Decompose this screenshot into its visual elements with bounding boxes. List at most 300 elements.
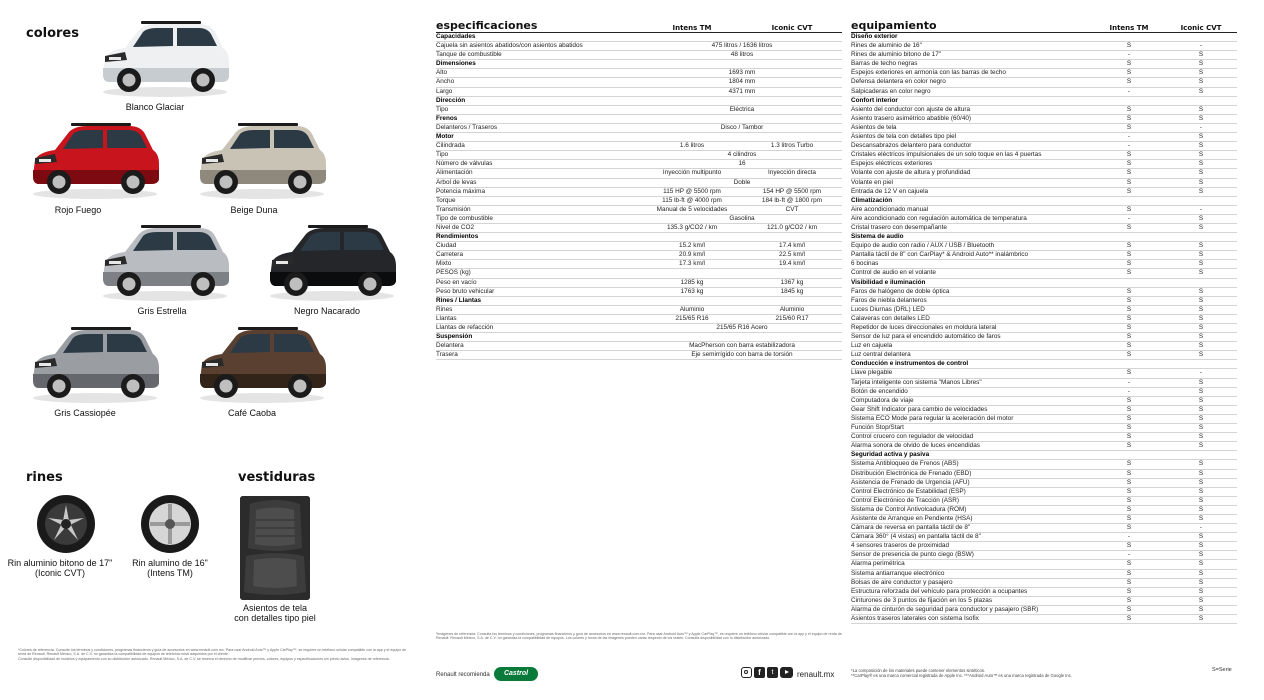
equip-row-label: Entrada de 12 V en cajuela [851,187,929,195]
equip-row-iconic-value: S [1198,551,1204,559]
spec-row-label: Nivel de CO2 [436,223,475,231]
equip-row-intens-value: S [1126,442,1132,450]
spec-row-iconic-value: 1367 kg [780,278,804,286]
equip-row [851,115,1237,124]
equip-row-label: Climatización [851,196,893,204]
equip-row [851,560,1237,569]
spec-row [436,88,842,97]
equip-row-iconic-value: S [1198,305,1204,313]
equip-row-iconic-value: S [1198,487,1204,495]
spec-row-shared-value: Gasolina [729,214,755,222]
equip-row-label: Salpicaderas en color negro [851,87,931,95]
spec-row-label: Motor [436,133,454,141]
equip-row [851,288,1237,297]
equip-row-intens-value: S [1126,460,1132,468]
equip-row [851,342,1237,351]
spec-row-shared-value: Eléctrica [729,105,755,113]
spec-col-iconic: Iconic CVT [771,24,813,32]
equip-row-label: Cámara 360° (4 vistas) en pantalla táctil de 8" [851,533,981,541]
colors-title: colores [26,26,79,41]
spec-row [436,51,842,60]
spec-section-header [436,333,842,342]
equip-row [851,69,1237,78]
equip-row-label: Repetidor de luces direccionales en moldura lateral [851,324,997,331]
equip-row-intens-value: S [1126,169,1132,177]
equip-row-label: Luces Diurnas (DRL) LED [851,305,925,313]
equip-section-header [851,197,1237,206]
spec-row-label: Dirección [436,96,466,104]
equip-row-label: Aire acondicionado manual [851,205,929,213]
equip-row [851,124,1237,133]
equip-row-intens-value: S [1126,524,1132,532]
spec-row [436,288,842,297]
spec-row [436,142,842,151]
equip-row-intens-value: S [1126,414,1132,422]
equip-row-intens-value: S [1126,578,1132,586]
equip-row-iconic-value: S [1198,133,1204,141]
equip-row-label: Alarma perimétrica [851,560,905,568]
equip-row-iconic-value: S [1198,51,1204,59]
equip-row-iconic-value: S [1198,223,1204,231]
spec-row-label: Carretera [436,251,463,259]
equip-row-iconic-value: S [1198,605,1204,613]
spec-row [436,215,842,224]
equip-row-label: Sensor de presencia de punto ciego (BSW) [851,551,974,559]
spec-row [436,188,842,197]
spec-row-label: Tanque de combustible [436,51,502,59]
equip-section-header [851,279,1237,288]
car-label-1: Blanco Glaciar [125,102,185,112]
equip-row-label: Defensa delantera en color negro [851,78,946,86]
equip-row-iconic-value: S [1198,469,1204,477]
equip-row-intens-value: S [1126,242,1132,250]
equip-row-label: Llave plegable [851,369,893,377]
spec-row-shared-value: 4 cilindros [727,151,757,159]
equip-row-label: Asientos de tela con detalles tipo piel [851,133,957,141]
spec-row [436,69,842,78]
equip-row [851,106,1237,115]
equip-row-label: Sistema Antibloqueo de Frenos (ABS) [851,460,959,468]
seat-image [240,496,310,600]
equip-row [851,606,1237,615]
equip-row [851,415,1237,424]
equip-row-intens-value: - [1127,533,1131,541]
equip-row-iconic-value: S [1198,60,1204,68]
equip-row [851,242,1237,251]
equip-section-header [851,233,1237,242]
castrol-recommend: Renault recomienda [436,672,490,678]
equip-row [851,151,1237,160]
equip-row-iconic-value: S [1198,387,1204,395]
equip-section-header [851,97,1237,106]
equip-row-intens-value: S [1126,314,1132,322]
equip-row-iconic-value: S [1198,578,1204,586]
equip-row [851,406,1237,415]
spec-row-label: Llantas [436,314,457,322]
equip-row-iconic-value: S [1198,351,1204,359]
left-legal-note: *Colores de referencia. Consulte los términos y condiciones, programas financieros y guía de accesorios en www.renault.com.mx. Para usar Android Auto™ y Apple CarPlay™, se requiere un teléfono celular compatible con la app y el equipo de renta de Renault. Renault México, S.A. de C.V. no garantiza la compatibilidad de equipos de telefonía móvil adquiridos por el cliente. Consulte disponibilidad de modelos y equipamiento con su distribuidor autorizado. Renault México, S.A. de C.V. se reserva el derecho de modificar precios, colores, equipos y especificaciones sin previo aviso. Imágenes de referencia. [18,648,407,661]
equip-row-intens-value: S [1126,178,1132,186]
equip-row-label: Botón de encendido [851,387,908,395]
equip-row [851,206,1237,215]
equip-row-intens-value: S [1126,342,1132,350]
equip-row-label: Distribución Electrónica de Frenado (EBD) [851,469,972,477]
equip-row-iconic-value: S [1198,333,1204,341]
equip-row-intens-value: S [1126,287,1132,295]
equip-row-intens-value: - [1127,133,1131,141]
spec-row [436,160,842,169]
equip-row-iconic-value: S [1198,178,1204,186]
spec-row-intens-value: 115 HP @ 5500 rpm [663,187,721,195]
equip-row-intens-value: S [1126,269,1132,277]
equip-legal-note: *La composición de los materiales puede contener elementos sintéticos. **CarPlay® es una marca comercial registrada de Apple Inc. ***Android Auto™ es una marca registrada de Google Inc. [851,668,1072,678]
car-label-2: Rojo Fuego [54,205,102,215]
castrol-logo-text: Castrol [503,670,529,677]
equip-rows [851,33,1237,624]
equip-row-intens-value: S [1126,569,1132,577]
spec-row-intens-value: Inyección multipunto [662,169,722,177]
spec-rows [436,33,842,360]
equip-row-label: Asistente de Arranque en Pendiente (HSA) [851,514,973,522]
equip-row-iconic-value: - [1199,369,1203,377]
spec-row-iconic-value: 154 HP @ 5500 rpm [762,187,822,195]
equip-row-label: Asientos traseros laterales con sistema Isofix [851,615,979,622]
equip-row-iconic-value: S [1198,69,1204,77]
equip-row-iconic-value: - [1199,42,1203,50]
equip-row-intens-value: S [1126,333,1132,341]
car-image-3 [192,118,332,200]
equip-row [851,215,1237,224]
equip-row [851,506,1237,515]
equip-row-intens-value: S [1126,396,1132,404]
equip-row [851,306,1237,315]
spec-row-label: Trasera [436,351,458,359]
spec-row-iconic-value: 215/60 R17 [775,314,809,322]
equip-row-iconic-value: S [1198,587,1204,595]
spec-row-label: Rines [436,305,453,313]
equip-row-label: Asistencia de Frenado de Urgencia (AFU) [851,478,970,486]
spec-row [436,351,842,360]
equip-row-label: Volante con ajuste de altura y profundidad [851,169,971,177]
equip-row-intens-value: S [1126,187,1132,195]
youtube-icon[interactable] [780,667,793,678]
equip-row [851,524,1237,533]
equip-row-intens-value: S [1126,514,1132,522]
equip-row-label: Cristal trasero con desempañante [851,223,947,231]
spec-row-shared-value: 1693 mm [728,69,756,77]
equip-row-label: Conducción e instrumentos de control [851,360,969,368]
car-label-3: Beige Duna [230,205,278,215]
equip-row-intens-value: - [1127,214,1131,222]
equip-row-iconic-value: S [1198,114,1204,122]
spec-row-label: Torque [436,196,456,204]
car-label-7: Café Caoba [227,408,277,418]
equip-row [851,369,1237,378]
spec-section-header [436,297,842,306]
equip-row-iconic-value: S [1198,460,1204,468]
car-image-4 [95,220,235,302]
equip-row-iconic-value: S [1198,442,1204,450]
equip-row [851,515,1237,524]
equip-row [851,433,1237,442]
spec-row-iconic-value: 184 lb-ft @ 1800 rpm [761,196,823,204]
spec-row [436,42,842,51]
spec-row-shared-value: Disco / Tambor [720,123,764,131]
spec-row-shared-value: Eje semirrígido con barra de torsión [691,351,793,359]
equip-row [851,551,1237,560]
spec-row [436,151,842,160]
vestiduras-title: vestiduras [238,470,316,485]
equip-row-intens-value: S [1126,405,1132,413]
equip-row-iconic-value: S [1198,260,1204,268]
equip-col-iconic: Iconic CVT [1180,24,1222,32]
wheel-17 [36,494,96,554]
equip-row-intens-value: S [1126,505,1132,513]
equip-row-label: Estructura reforzada del vehículo para protección a ocupantes [851,587,1028,595]
equip-row-iconic-value: S [1198,160,1204,168]
equip-row-iconic-value: S [1198,269,1204,277]
equip-row-label: Espejos exteriores en armonía con las barras de techo [851,69,1006,77]
equip-row-intens-value: S [1126,560,1132,568]
equip-row-label: Barras de techo negras [851,60,918,68]
equip-row-iconic-value: S [1198,214,1204,222]
spec-col-intens: Intens TM [672,24,712,32]
spec-row-intens-value: Aluminio [679,305,705,313]
spec-row-label: Potencia máxima [436,187,486,195]
equip-row [851,588,1237,597]
equip-row-label: Asiento del conductor con ajuste de altura [851,105,971,113]
equip-row-intens-value: S [1126,114,1132,122]
equip-row-iconic-value: S [1198,314,1204,322]
equip-row-iconic-value: S [1198,615,1204,622]
equip-row [851,160,1237,169]
equip-row [851,142,1237,151]
equip-row-intens-value: S [1126,596,1132,604]
spec-section-header [436,115,842,124]
equip-row-intens-value: - [1127,387,1131,395]
equip-row-iconic-value: S [1198,433,1204,441]
spec-row-label: Transmisión [436,205,471,213]
equip-row-label: Control de audio en el volante [851,269,936,277]
equip-row-iconic-value: S [1198,514,1204,522]
vestiduras-label: Asientos de tela con detalles tipo piel [234,603,316,623]
equip-row-intens-value: S [1126,151,1132,159]
car-image-5 [262,220,402,302]
equip-row-intens-value: S [1126,605,1132,613]
spec-row-intens-value: 15.2 km/l [679,242,705,250]
rines-title: rines [26,470,63,485]
castrol-logo [494,667,538,681]
equip-row [851,388,1237,397]
equip-row-label: Sistema de Control Antivolcadura (ROM) [851,505,967,513]
spec-row-shared-value: 4371 mm [728,87,756,95]
spec-row [436,260,842,269]
equip-row-intens-value: S [1126,587,1132,595]
equip-row-label: Descansabrazos delantero para conductor [851,142,972,150]
wheel-16 [140,494,200,554]
equip-row [851,315,1237,324]
equip-row-label: Espejos eléctricos exteriores [851,160,933,168]
equip-row-iconic-value: S [1198,542,1204,550]
equip-table [851,20,1237,624]
wheel-16-label: Rin alumino de 16" (Intens TM) [132,558,208,578]
equip-row-intens-value: S [1126,369,1132,377]
equip-row-label: Luz en cajuela [851,342,893,350]
equip-row-iconic-value: S [1198,396,1204,404]
equip-row [851,251,1237,260]
equip-row-label: Asientos de tela [851,123,897,131]
spec-row-label: Número de válvulas [436,160,493,168]
spec-row-label: Tipo de combustible [436,214,493,222]
equip-row-intens-value: S [1126,78,1132,86]
spec-row [436,242,842,251]
spec-row-label: Cilindrada [436,142,465,150]
equip-row-iconic-value: S [1198,496,1204,504]
equip-row-intens-value: S [1126,296,1132,304]
equip-header [851,20,1237,33]
spec-row-iconic-value: 1.3 litros Turbo [770,142,814,150]
equip-row-label: Sistema ECO Mode para regular la aceleración del motor [851,414,1014,422]
equip-row-label: Control Electrónico de Estabilidad (ESP) [851,487,966,495]
equip-row-label: Equipo de audio con radio / AUX / USB / Bluetooth [851,242,995,250]
equip-row [851,60,1237,69]
equip-row-iconic-value: S [1198,378,1204,386]
spec-row-label: Peso en vacío [436,278,477,286]
equip-row-intens-value: S [1126,123,1132,131]
equip-row-label: Volante en piel [851,178,893,186]
spec-row [436,279,842,288]
equip-row-intens-value: S [1126,542,1132,550]
instagram-icon[interactable] [741,667,752,678]
equip-row [851,397,1237,406]
spec-row-intens-value: 1285 kg [680,278,704,286]
equip-row-label: Asiento trasero asimétrico abatible (60/40) [851,114,972,122]
equip-row [851,297,1237,306]
equip-row [851,224,1237,233]
equip-row [851,597,1237,606]
spec-row-iconic-value: 1845 kg [780,287,804,295]
series-legend: S=Serie [1212,667,1232,673]
equip-row-iconic-value: - [1199,123,1203,131]
equip-row-intens-value: - [1127,551,1131,559]
equip-row-label: Sistema de audio [851,233,904,241]
equip-col-intens: Intens TM [1109,24,1149,32]
twitter-icon[interactable]: t [767,667,778,678]
car-image-1 [95,16,235,98]
equip-row-iconic-value: - [1199,205,1203,213]
equip-row-iconic-value: S [1198,560,1204,568]
spec-row-label: Ancho [436,78,455,86]
wheel-17-label: Rin aluminio bitono de 17" (Iconic CVT) [7,558,113,578]
equip-row-iconic-value: S [1198,478,1204,486]
spec-row-intens-value: 215/65 R16 [675,314,709,322]
equip-row-label: Diseño exterior [851,33,898,40]
equip-row-label: Función Stop/Start [851,424,904,432]
car-label-5: Negro Nacarado [293,306,361,316]
equip-row [851,615,1237,624]
equip-row-iconic-value: S [1198,596,1204,604]
equip-row-iconic-value: S [1198,242,1204,250]
equip-row [851,188,1237,197]
spec-row-label: Peso bruto vehicular [436,287,495,295]
renault-url[interactable]: renault.mx [797,670,835,679]
equip-row [851,169,1237,178]
mid-legal-note: *Imágenes de referencia. Consulta los términos y condiciones, programas financieros y guía de accesorios en www.renault.com.mx. Para usar Android Auto™ y Apple CarPlay™, es requiere un teléfono celular compatible con la app y el equipo de renta de Renault. Renault México, S.A. de C.V. no garantiza la compatibilidad de equipos. Los colores y tonos de las imágenes pueden variar respecto de los reales. Consulta disponibilidad con tu distribuidor autorizado. [436,632,842,641]
spec-row-label: Alimentación [436,169,473,177]
equip-row-label: Aire acondicionado con regulación automática de temperatura [851,214,1027,222]
spec-row-label: Rendimientos [436,233,479,241]
spec-row-label: Delanteros / Traseros [436,123,498,131]
equip-row [851,51,1237,60]
spec-row-shared-value: MacPherson con barra estabilizadora [689,342,795,350]
equip-row-label: Rines de aluminio de 16" [851,42,922,50]
equip-row [851,78,1237,87]
facebook-icon[interactable]: f [754,667,765,678]
equip-section-header [851,451,1237,460]
equip-row-label: Bolsas de aire conductor y pasajero [851,578,953,586]
equip-row-label: Sistema antiarranque electrónico [851,569,945,577]
equip-row-iconic-value: S [1198,151,1204,159]
equip-row-iconic-value: S [1198,405,1204,413]
equip-row-label: 6 bocinas [851,260,879,268]
spec-row-label: Tipo [436,151,449,159]
spec-row-intens-value: 17.3 km/l [679,260,705,268]
equip-row-iconic-value: S [1198,505,1204,513]
spec-row-iconic-value: 17.4 km/l [779,242,805,250]
spec-row [436,106,842,115]
spec-section-header [436,33,842,42]
spec-row [436,78,842,87]
social-icons [741,667,793,678]
equip-row-label: Luz central delantera [851,351,911,359]
equip-row-intens-value: S [1126,487,1132,495]
car-image-7 [192,322,332,404]
equip-row-intens-value: S [1126,42,1132,50]
equip-row-intens-value: S [1126,60,1132,68]
spec-row-label: Suspensión [436,333,473,341]
equip-row-intens-value: S [1126,205,1132,213]
car-image-2 [25,118,165,200]
equip-row-intens-value: - [1127,378,1131,386]
equip-row-intens-value: S [1126,615,1132,622]
equip-row [851,579,1237,588]
equip-row-label: Alarma de cinturón de seguridad para conductor y pasajero (SBR) [851,605,1039,613]
equip-row-iconic-value: S [1198,533,1204,541]
spec-section-header [436,133,842,142]
spec-row-intens-value: 135.3 g/CO2 / km [666,223,718,231]
equip-row-label: 4 sensores traseros de proximidad [851,542,950,550]
equip-row-label: Tarjeta inteligente con sistema "Manos Libres" [851,378,982,386]
equip-row-intens-value: S [1126,260,1132,268]
equip-row-intens-value: S [1126,324,1132,331]
equip-row-label: Visibilidad e iluminación [851,278,926,286]
equip-row-label: Calaveras con detalles LED [851,314,930,322]
spec-row [436,179,842,188]
spec-title: especificaciones [436,19,538,32]
equip-row [851,533,1237,542]
equip-row-iconic-value: S [1198,424,1204,432]
equip-row-intens-value: S [1126,305,1132,313]
spec-row-iconic-value: 121.0 g/CO2 / km [766,223,818,231]
equip-row [851,133,1237,142]
spec-row-shared-value: 475 litros / 1636 litros [711,42,773,50]
equip-row-label: Cámara de reversa en pantalla táctil de 8" [851,524,971,532]
spec-row-intens-value: 1.6 litros [679,142,705,150]
equip-row [851,324,1237,333]
spec-row-label: Ciudad [436,242,457,250]
spec-row-label: PESOS (kg) [436,269,471,277]
equip-row-label: Cristales eléctricos impulsionales de un solo toque en las 4 puertas [851,151,1042,159]
